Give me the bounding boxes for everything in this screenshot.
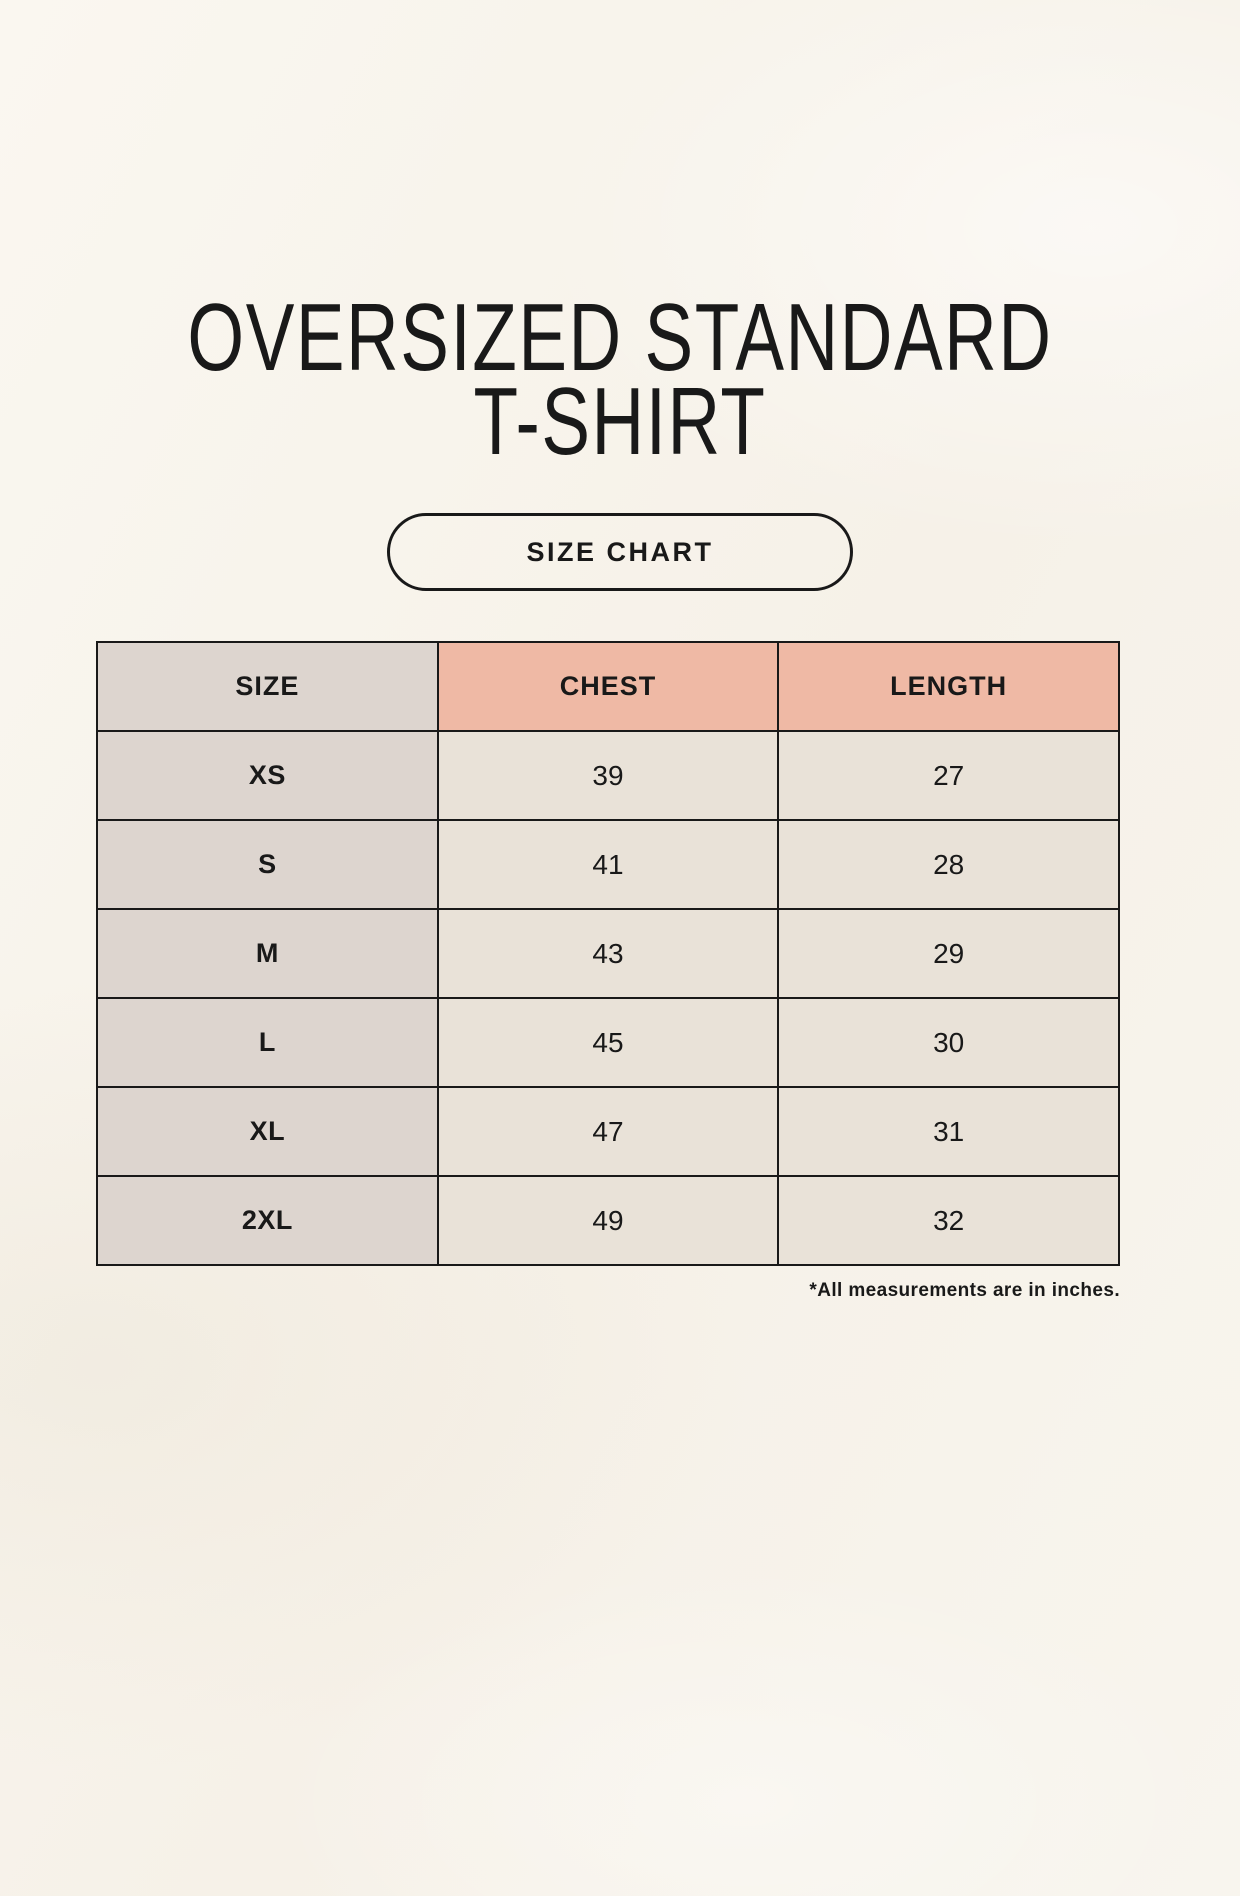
chest-cell-m: 43 [438,909,779,998]
table-header-row [97,642,1119,731]
size-cell-2xl: 2XL [97,1176,438,1265]
length-cell-xl: 31 [778,1087,1119,1176]
table-row-xs [97,731,1119,820]
length-cell-xs: 27 [778,731,1119,820]
size-cell-s: S [97,820,438,909]
page-title [149,284,1091,475]
chest-cell-l: 45 [438,998,779,1087]
size-chart-table [96,641,1120,1266]
table-row-m [97,909,1119,998]
table-row-l [97,998,1119,1087]
length-cell-2xl: 32 [778,1176,1119,1265]
chest-cell-xs: 39 [438,731,779,820]
chest-cell-xl: 47 [438,1087,779,1176]
chest-cell-2xl: 49 [438,1176,779,1265]
chest-cell-s: 41 [438,820,779,909]
length-cell-s: 28 [778,820,1119,909]
size-chart-button[interactable] [387,513,853,591]
measurements-footnote: *All measurements are in inches. [809,1280,1120,1301]
table-row-2xl [97,1176,1119,1265]
table-row-xl [97,1087,1119,1176]
column-header-size: SIZE [97,642,438,731]
length-cell-m: 29 [778,909,1119,998]
page-title-line1: OVERSIZED STANDARD [187,284,1053,391]
length-cell-l: 30 [778,998,1119,1087]
size-cell-xl: XL [97,1087,438,1176]
size-cell-l: L [97,998,438,1087]
column-header-chest: CHEST [438,642,779,731]
page-title-line2: T-SHIRT [473,368,767,475]
size-cell-m: M [97,909,438,998]
size-cell-xs: XS [97,731,438,820]
table-row-s [97,820,1119,909]
size-chart-button-label: SIZE CHART [526,537,714,567]
column-header-length: LENGTH [778,642,1119,731]
